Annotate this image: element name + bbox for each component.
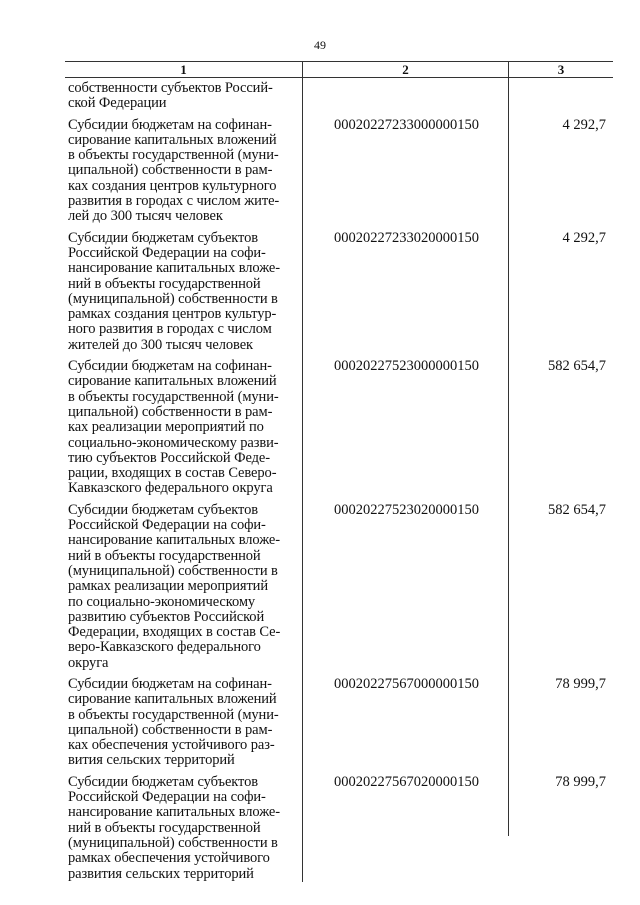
row-amount: 4 292,7 (562, 229, 606, 246)
table-row (65, 775, 613, 882)
row-code: 00020227523000000150 (303, 359, 509, 374)
budget-table (65, 61, 613, 882)
row-amount: 78 999,7 (555, 773, 606, 790)
row-amount: 78 999,7 (555, 675, 606, 692)
row-code: 00020227567020000150 (303, 775, 509, 790)
table-row (65, 118, 613, 225)
row-description: Субсидии бюджетам на софинан- сирование капитальных вложений в объекты государственной (муни- ципальной) собственности в рам- ках обеспечения устойчивого раз- вития сельских территорий (65, 677, 303, 769)
row-description: Субсидии бюджетам субъектов Российской Федерации на софи- нансирование капитальных вложе- ний в объекты государственной (муниципальной) собственности в рамках создания центров культур- ного развития в городах с числом жителей до 300 тысяч человек (65, 231, 303, 353)
row-amount: 582 654,7 (548, 501, 606, 518)
column-header-1: 1 (65, 62, 303, 77)
page-number: 49 (314, 38, 326, 52)
row-description: Субсидии бюджетам на софинан- сирование капитальных вложений в объекты государственной (муни- ципальной) собственности в рам- ках создания центров культурного развития в городах с числом жите- лей до 300 тысяч человек (65, 118, 303, 225)
column-header-3: 3 (557, 62, 565, 77)
table-row (65, 231, 613, 353)
row-description: Субсидии бюджетам субъектов Российской Федерации на софи- нансирование капитальных вложе- ний в объекты государственной (муниципальной) собственности в рамках обеспечения устойчивого развития сельских территорий (65, 775, 303, 882)
table-row (65, 359, 613, 497)
table-row (65, 503, 613, 671)
row-description: Субсидии бюджетам субъектов Российской Федерации на софи- нансирование капитальных вложе- ний в объекты государственной (муниципальной) собственности в рамках реализации мероприятий по социально-экономическому развитию субъектов Российской Федерации, входящих в состав Се- веро-Кавказского федерального округа (65, 503, 303, 671)
row-description: собственности субъектов Россий- ской Федерации (65, 78, 303, 112)
row-code: 00020227523020000150 (303, 503, 509, 518)
row-description: Субсидии бюджетам на софинан- сирование капитальных вложений в объекты государственной (муни- ципальной) собственности в рам- ках реализации мероприятий по социально-экономическому разви- тию субъектов Российской Феде- рации, входящих в состав Северо- Кавказского федерального округа (65, 359, 303, 497)
row-amount: 4 292,7 (562, 116, 606, 133)
row-amount: 582 654,7 (548, 358, 606, 375)
table-row (65, 677, 613, 769)
table-row (65, 78, 613, 112)
row-code: 00020227567000000150 (303, 677, 509, 692)
row-code: 00020227233020000150 (303, 231, 509, 246)
column-header-2: 2 (303, 62, 509, 77)
table-header (65, 61, 613, 78)
table-body (65, 78, 613, 882)
row-code: 00020227233000000150 (303, 118, 509, 133)
